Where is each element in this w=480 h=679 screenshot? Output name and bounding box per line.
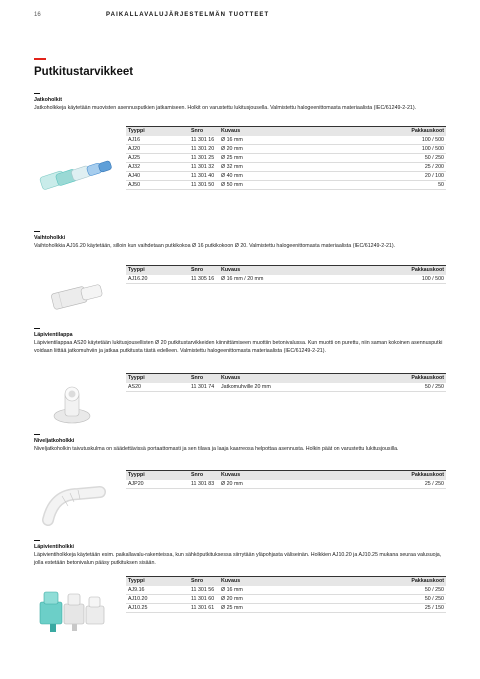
- section-description: Niveljatkoholkin taivutuskulma on säädettävissä portaattomasti ja sen tilava ja laaja kaarreosa helpottaa asennusta. Holkin päät on varustettu lukitusjousilla.: [34, 446, 399, 452]
- cell-type: AJ40: [126, 172, 189, 181]
- cell-kuvaus: Ø 20 mm: [219, 595, 379, 604]
- cell-type: AJ25: [126, 154, 189, 163]
- cell-snro: 11 301 32: [189, 163, 219, 172]
- col-header-kuvaus: Kuvaus: [219, 471, 379, 480]
- cell-type: AJ9.16: [126, 586, 189, 595]
- section-niveljatkoholkki: [34, 434, 446, 453]
- cell-pak: 50 / 250: [379, 586, 446, 595]
- cell-kuvaus: Ø 32 mm: [219, 163, 379, 172]
- section-name: Vaihtoholkki: [34, 235, 66, 241]
- cell-kuvaus: Ø 20 mm: [219, 480, 379, 489]
- jatkoholkit-image: [34, 150, 120, 198]
- col-header-snro: Snro: [189, 374, 219, 383]
- cell-pak: 50: [379, 181, 446, 190]
- col-header-type: Tyyppi: [126, 374, 189, 383]
- col-header-snro: Snro: [189, 127, 219, 136]
- cell-pak: 50 / 250: [379, 383, 446, 392]
- section-marker: [34, 328, 40, 329]
- table-row: [126, 480, 446, 489]
- table-row: [126, 586, 446, 595]
- table-row: [126, 154, 446, 163]
- section-name: Niveljatkoholkki: [34, 438, 75, 444]
- col-header-snro: Snro: [189, 577, 219, 586]
- section-marker: [34, 540, 40, 541]
- cell-kuvaus: Ø 40 mm: [219, 172, 379, 181]
- cell-pak: 20 / 100: [379, 172, 446, 181]
- cell-kuvaus: Ø 20 mm: [219, 145, 379, 154]
- cell-type: AJP20: [126, 480, 189, 489]
- cell-snro: 11 301 61: [189, 604, 219, 613]
- lapivientilappa-table: [126, 373, 446, 392]
- table-header-row: [126, 127, 446, 136]
- section-name: Läpivientilappa: [34, 332, 73, 338]
- col-header-pakkauskoot: Pakkauskoot: [379, 374, 446, 383]
- col-header-type: Tyyppi: [126, 127, 189, 136]
- cell-snro: 11 301 50: [189, 181, 219, 190]
- cell-pak: 50 / 250: [379, 154, 446, 163]
- vaihtoholkki-table: [126, 265, 446, 284]
- table-row: [126, 604, 446, 613]
- col-header-kuvaus: Kuvaus: [219, 374, 379, 383]
- page-number: 16: [34, 12, 41, 18]
- cell-snro: 11 301 20: [189, 145, 219, 154]
- col-header-pakkauskoot: Pakkauskoot: [379, 127, 446, 136]
- section-title: PAIKALLAVALUJÄRJESTELMÄN TUOTTEET: [106, 12, 270, 18]
- cell-type: AJ50: [126, 181, 189, 190]
- section-lapivientilappa: [34, 328, 446, 355]
- table-row: [126, 163, 446, 172]
- section-description: Jatkoholkkeja käytetään muovisten asennusputkien jatkamiseen. Holkit on varustettu lukitusjousella. Valmistettu halogeenittomasta materiaalista (IEC/61249-2-21).: [34, 105, 417, 111]
- col-header-kuvaus: Kuvaus: [219, 127, 379, 136]
- section-marker: [34, 231, 40, 232]
- section-lapivientiholkki: [34, 540, 446, 567]
- page-title: Putkitustarvikkeet: [34, 66, 134, 78]
- table-row: [126, 136, 446, 145]
- table-header-row: [126, 266, 446, 275]
- col-header-type: Tyyppi: [126, 577, 189, 586]
- jatkoholkit-table: [126, 126, 446, 190]
- section-marker: [34, 93, 40, 94]
- cell-type: AJ20: [126, 145, 189, 154]
- page-header: [34, 12, 450, 24]
- cell-type: AJ10.25: [126, 604, 189, 613]
- cell-snro: 11 301 74: [189, 383, 219, 392]
- table-row: [126, 383, 446, 392]
- cell-pak: 100 / 500: [379, 275, 446, 284]
- cell-pak: 100 / 500: [379, 136, 446, 145]
- cell-snro: 11 305 16: [189, 275, 219, 284]
- table-header-row: [126, 374, 446, 383]
- col-header-kuvaus: Kuvaus: [219, 266, 379, 275]
- cell-kuvaus: Jatkomuhville 20 mm: [219, 383, 379, 392]
- section-marker: [34, 434, 40, 435]
- cell-kuvaus: Ø 25 mm: [219, 604, 379, 613]
- cell-kuvaus: Ø 16 mm: [219, 136, 379, 145]
- cell-kuvaus: Ø 50 mm: [219, 181, 379, 190]
- section-description: Läpivientiholkkeja käytetään esim. paikallavalu-rakenteissa, kun sähköputkituksessa siirrytään yläpohjasta väliseinän. Holkkien AJ10.20 ja AJ10.25 mukana seuraa valusuoja, jolla estetään betonivalun pääsy putkituksen sisään.: [34, 552, 442, 566]
- cell-pak: 100 / 500: [379, 145, 446, 154]
- col-header-kuvaus: Kuvaus: [219, 577, 379, 586]
- table-header-row: [126, 471, 446, 480]
- lapivientilappa-image: [34, 382, 120, 428]
- col-header-pakkauskoot: Pakkauskoot: [379, 266, 446, 275]
- cell-kuvaus: Ø 25 mm: [219, 154, 379, 163]
- cell-snro: 11 301 83: [189, 480, 219, 489]
- table-row: [126, 145, 446, 154]
- lapivientiholkki-table: [126, 576, 446, 613]
- col-header-type: Tyyppi: [126, 266, 189, 275]
- cell-kuvaus: Ø 16 mm / 20 mm: [219, 275, 379, 284]
- section-jatkoholkit: [34, 93, 446, 112]
- cell-type: AJ32: [126, 163, 189, 172]
- col-header-type: Tyyppi: [126, 471, 189, 480]
- cell-kuvaus: Ø 16 mm: [219, 586, 379, 595]
- section-name: Läpivientiholkki: [34, 544, 75, 550]
- table-row: [126, 595, 446, 604]
- niveljatkoholkki-table: [126, 470, 446, 489]
- title-accent-bar: [34, 58, 46, 60]
- table-row: [126, 275, 446, 284]
- col-header-pakkauskoot: Pakkauskoot: [379, 577, 446, 586]
- col-header-snro: Snro: [189, 266, 219, 275]
- cell-type: AJ16: [126, 136, 189, 145]
- section-description: Vaihtoholkkia AJ16.20 käytetään, silloin kun vaihdetaan putkikokoa Ø 16 putkikokoon Ø 20. Valmistettu halogeenittomasta materiaalista (IEC/61249-2-21).: [34, 243, 396, 249]
- niveljatkoholkki-image: [34, 480, 120, 532]
- table-header-row: [126, 577, 446, 586]
- cell-snro: 11 301 56: [189, 586, 219, 595]
- lapivientiholkki-image: [34, 580, 120, 636]
- table-row: [126, 181, 446, 190]
- cell-pak: 50 / 250: [379, 595, 446, 604]
- cell-snro: 11 301 16: [189, 136, 219, 145]
- vaihtoholkki-image: [34, 276, 120, 316]
- col-header-pakkauskoot: Pakkauskoot: [379, 471, 446, 480]
- cell-type: AJ16.20: [126, 275, 189, 284]
- cell-pak: 25 / 250: [379, 480, 446, 489]
- cell-snro: 11 301 25: [189, 154, 219, 163]
- table-row: [126, 172, 446, 181]
- cell-pak: 25 / 200: [379, 163, 446, 172]
- cell-type: AS20: [126, 383, 189, 392]
- cell-snro: 11 301 60: [189, 595, 219, 604]
- col-header-snro: Snro: [189, 471, 219, 480]
- section-name: Jatkoholkit: [34, 97, 62, 103]
- cell-pak: 25 / 150: [379, 604, 446, 613]
- cell-snro: 11 301 40: [189, 172, 219, 181]
- cell-type: AJ10.20: [126, 595, 189, 604]
- section-description: Läpivientilappaa AS20 käytetään lukitusjousellisten Ø 20 putkitustarvikkeiden kiinnittämiseen muottiin betonivalussa. Kun muotti on purettu, niin saman kokoinen asennusputki voidaan liittää jatkomuhviin ja jatkaa putkitusta tästä edelleen. Valmistettu halogeenittomasta materiaalista (IEC/61249-2-21).: [34, 340, 443, 354]
- section-vaihtoholkki: [34, 231, 446, 250]
